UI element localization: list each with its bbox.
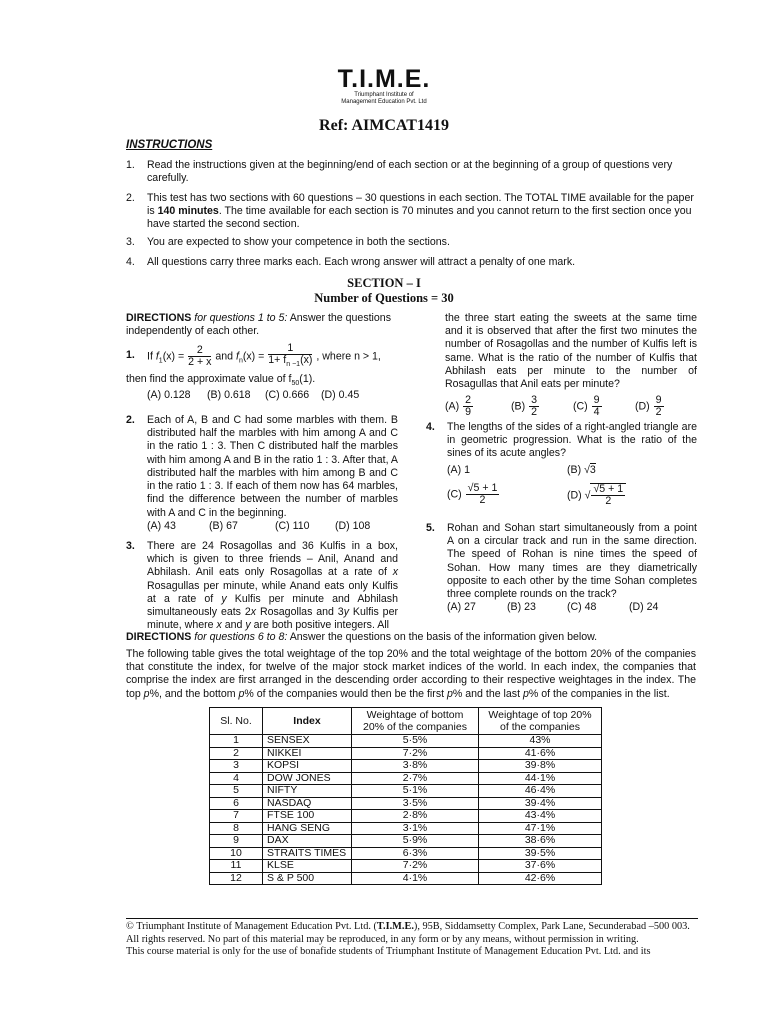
directions-2: DIRECTIONS for questions 6 to 8: Answer the questions on the basis of the information given below. bbox=[126, 631, 598, 643]
instruction-item bbox=[126, 192, 694, 232]
option: (C) $\frac{9}{4}$ bbox=[573, 394, 600, 419]
question-number: 3. bbox=[126, 540, 135, 552]
cell-top-weightage: 42·6% bbox=[479, 872, 602, 885]
cell-index: SENSEX bbox=[263, 735, 352, 748]
table-row bbox=[210, 810, 602, 823]
section-header bbox=[0, 276, 768, 306]
cell-index: DAX bbox=[263, 835, 352, 848]
cell-sl-no: 8 bbox=[210, 822, 263, 835]
cell-bottom-weightage: 5·9% bbox=[352, 835, 479, 848]
answer-options-row-2 bbox=[447, 483, 697, 507]
table-header-row bbox=[210, 708, 602, 735]
option: (B) 23 bbox=[507, 601, 536, 614]
option: (A) 27 bbox=[447, 601, 476, 614]
header-sl-no: Sl. No. bbox=[210, 708, 263, 735]
instruction-number: 1. bbox=[126, 159, 135, 171]
cell-sl-no: 6 bbox=[210, 797, 263, 810]
cell-sl-no: 12 bbox=[210, 872, 263, 885]
table-row bbox=[210, 772, 602, 785]
logo bbox=[0, 66, 768, 106]
cell-bottom-weightage: 4·1% bbox=[352, 872, 479, 885]
option: (A) $\frac{2}{9}$ bbox=[445, 394, 471, 419]
answer-options bbox=[147, 389, 398, 402]
table-row bbox=[210, 872, 602, 885]
cell-top-weightage: 38·6% bbox=[479, 835, 602, 848]
cell-index: KLSE bbox=[263, 860, 352, 873]
question-number: 2. bbox=[126, 414, 135, 426]
option: (A) 43 bbox=[147, 519, 176, 532]
option: (B) $\frac{3}{2}$ bbox=[511, 394, 537, 419]
cell-top-weightage: 43·4% bbox=[479, 810, 602, 823]
reference-title: Ref: AIMCAT1419 bbox=[319, 117, 449, 134]
table-row bbox=[210, 847, 602, 860]
cell-index: S & P 500 bbox=[263, 872, 352, 885]
instruction-item bbox=[126, 256, 694, 269]
instruction-number: 3. bbox=[126, 236, 135, 248]
option: (C) 110 bbox=[275, 519, 310, 532]
instruction-item bbox=[126, 236, 694, 249]
instruction-text: You are expected to show your competence in both the sections. bbox=[147, 236, 450, 248]
cell-top-weightage: 46·4% bbox=[479, 785, 602, 798]
table-row bbox=[210, 797, 602, 810]
table-row bbox=[210, 747, 602, 760]
index-weightage-table bbox=[209, 707, 602, 885]
header-index: Index bbox=[263, 708, 352, 735]
option: (C) 48 bbox=[567, 601, 597, 614]
option: (B) 0.618 bbox=[207, 388, 251, 401]
table-row bbox=[210, 835, 602, 848]
footer-rights: All rights reserved. No part of this material may be reproduced, in any form or by any means, without permission in writing. bbox=[126, 933, 639, 945]
cell-index: HANG SENG bbox=[263, 822, 352, 835]
cell-top-weightage: 44·1% bbox=[479, 772, 602, 785]
instruction-number: 4. bbox=[126, 256, 135, 268]
logo-subtitle-1: Triumphant Institute of bbox=[354, 92, 414, 98]
question-text-cont: then find the approximate value of $f_{50}(1)$. bbox=[126, 373, 316, 388]
section-title: SECTION – I bbox=[347, 276, 421, 290]
cell-index: FTSE 100 bbox=[263, 810, 352, 823]
question-3 bbox=[126, 540, 398, 633]
cell-bottom-weightage: 5·1% bbox=[352, 785, 479, 798]
question-4 bbox=[426, 421, 697, 507]
option: (A) 1 bbox=[447, 463, 470, 476]
question-3-continued bbox=[445, 312, 697, 418]
cell-top-weightage: 47·1% bbox=[479, 822, 602, 835]
cell-bottom-weightage: 5·5% bbox=[352, 735, 479, 748]
cell-top-weightage: 39·8% bbox=[479, 760, 602, 773]
question-text: There are 24 Rosagollas and 36 Kulfis in a box, which is given to three friends – Anil, Anand and Abhilash. Anil eats only Rosagollas at a rate of x Rosagullas per minute, while Anand eats only Kulfis at a rate of y Kulfis per minute and Abhilash simultaneously eats 2x Rosagollas and 3y Kulfis per minute, where x and y are both positive integers. All bbox=[147, 540, 398, 632]
footer-copyright: © Triumphant Institute of Management Education Pvt. Ltd. (T.I.M.E.), 95B, Siddamsetty Complex, Park Lane, Secunderabad –500 003. bbox=[126, 921, 690, 932]
cell-bottom-weightage: 6·3% bbox=[352, 847, 479, 860]
cell-index: KOPSI bbox=[263, 760, 352, 773]
cell-sl-no: 1 bbox=[210, 735, 263, 748]
option: (C) 0.666 bbox=[265, 388, 310, 401]
cell-top-weightage: 37·6% bbox=[479, 860, 602, 873]
answer-options bbox=[445, 395, 697, 418]
question-5 bbox=[426, 522, 697, 615]
logo-subtitle-2: Management Education Pvt. Ltd bbox=[341, 99, 427, 105]
option: (B) 67 bbox=[209, 519, 238, 532]
cell-bottom-weightage: 3·1% bbox=[352, 822, 479, 835]
answer-options-row-1 bbox=[447, 464, 697, 477]
cell-bottom-weightage: 7·2% bbox=[352, 860, 479, 873]
table-row bbox=[210, 785, 602, 798]
question-number: 1. bbox=[126, 349, 135, 361]
cell-sl-no: 4 bbox=[210, 772, 263, 785]
question-number: 5. bbox=[426, 522, 435, 534]
cell-bottom-weightage: 3·8% bbox=[352, 760, 479, 773]
question-text: Rohan and Sohan start simultaneously from a point A on a circular track and run in the same direction. The speed of Rohan is nine times the speed of Sohan. How many times are they diametrically opposite to each other by the time Sohan completes three complete rounds on the track? bbox=[447, 522, 697, 601]
cell-bottom-weightage: 7·2% bbox=[352, 747, 479, 760]
option: (D) 0.45 bbox=[321, 388, 360, 401]
fraction: $\frac{1}{1+ f_{n -1}(x)}$ bbox=[268, 342, 313, 369]
cell-index: DOW JONES bbox=[263, 772, 352, 785]
option: (B) √3 bbox=[567, 463, 596, 476]
instructions-heading: INSTRUCTIONS bbox=[126, 139, 213, 151]
table-row bbox=[210, 860, 602, 873]
question-text: The lengths of the sides of a right-angled triangle are in geometric progression. What is the ratio of the sines of its acute angles? bbox=[447, 421, 697, 460]
fraction: $\frac{2}{2 + x}$ bbox=[188, 344, 212, 369]
cell-sl-no: 3 bbox=[210, 760, 263, 773]
cell-index: NIFTY bbox=[263, 785, 352, 798]
section-subtitle: Number of Questions = 30 bbox=[314, 291, 454, 305]
cell-sl-no: 11 bbox=[210, 860, 263, 873]
answer-options bbox=[447, 601, 697, 614]
cell-sl-no: 9 bbox=[210, 835, 263, 848]
question-text: If $f_1(x)$ = $\frac{2}{2 + x}$ and $f_n(x)$ = $\frac{1}{1+ f_{n -1}(x)}$ , where n > 1, bbox=[147, 342, 381, 369]
cell-bottom-weightage: 3·5% bbox=[352, 797, 479, 810]
table-row bbox=[210, 822, 602, 835]
cell-bottom-weightage: 2·7% bbox=[352, 772, 479, 785]
option: (D) √ $\frac{√5 + 1}{2}$ bbox=[567, 483, 626, 507]
cell-bottom-weightage: 2·8% bbox=[352, 810, 479, 823]
cell-top-weightage: 41·6% bbox=[479, 747, 602, 760]
instruction-text: All questions carry three marks each. Each wrong answer will attract a penalty of one mark. bbox=[147, 256, 576, 268]
table-row bbox=[210, 735, 602, 748]
instruction-number: 2. bbox=[126, 192, 135, 204]
instruction-text: This test has two sections with 60 questions – 30 questions in each section. The TOTAL TIME available for the paper is 140 minutes. The time available for each section is 70 minutes and you cannot return to the first section once you have started the second section. bbox=[147, 192, 694, 231]
question-text: Each of A, B and C had some marbles with them. B distributed half the marbles with him among A and C in the ratio 1 : 3. Then C distributed half the marbles with him among A and B in the ratio 1 : 3. After that, A distributed half the marbles with him among B and C in the ratio 1 : 3. If each of them now has 64 marbles, find the difference between the number of marbles with A and C in the beginning. bbox=[147, 414, 398, 519]
cell-top-weightage: 39·4% bbox=[479, 797, 602, 810]
logo-text: T.I.M.E. bbox=[337, 65, 431, 93]
cell-sl-no: 5 bbox=[210, 785, 263, 798]
cell-index: STRAITS TIMES bbox=[263, 847, 352, 860]
cell-sl-no: 7 bbox=[210, 810, 263, 823]
cell-sl-no: 2 bbox=[210, 747, 263, 760]
cell-sl-no: 10 bbox=[210, 847, 263, 860]
option: (A) 0.128 bbox=[147, 388, 191, 401]
option: (D) 24 bbox=[629, 601, 659, 614]
cell-index: NIKKEI bbox=[263, 747, 352, 760]
time-bold: 140 minutes bbox=[157, 205, 219, 218]
table-row bbox=[210, 760, 602, 773]
directions-1: DIRECTIONS for questions 1 to 5: Answer the questions independently of each other. bbox=[126, 312, 391, 338]
option: (D) 108 bbox=[335, 519, 371, 532]
cell-top-weightage: 43% bbox=[479, 735, 602, 748]
footer-divider bbox=[126, 918, 698, 919]
question-number: 4. bbox=[426, 421, 435, 433]
cell-top-weightage: 39·5% bbox=[479, 847, 602, 860]
cell-index: NASDAQ bbox=[263, 797, 352, 810]
table-description: The following table gives the total weightage of the top 20% and the total weightage of the bottom 20% of the companies that constitute the index, for twelve of the major stock market indices of the world. In each index, the companies that comprise the index are first arranged in the descending order according to their respective weightages in the index. The top p%, and the bottom p% of the companies would then be the first p% and the last p% of the companies in the list. bbox=[126, 648, 696, 700]
answer-options bbox=[147, 520, 398, 533]
option: (D) $\frac{9}{2}$ bbox=[635, 394, 662, 419]
header-bottom-weightage: Weightage of bottom 20% of the companies bbox=[352, 708, 479, 735]
option: (C) $\frac{√5 + 1}{2}$ bbox=[447, 481, 498, 506]
header-top-weightage: Weightage of top 20% of the companies bbox=[479, 708, 602, 735]
question-2 bbox=[126, 414, 398, 533]
question-1 bbox=[126, 343, 398, 402]
instruction-item bbox=[126, 159, 694, 185]
instruction-text: Read the instructions given at the beginning/end of each section or at the beginning of a group of questions very carefully. bbox=[147, 159, 673, 185]
footer-usage: This course material is only for the use of bonafide students of Triumphant Institute of Management Education Pvt. Ltd. and its bbox=[126, 946, 651, 957]
footer bbox=[126, 918, 698, 959]
question-text: the three start eating the sweets at the same time and it is observed that after the first two minutes the number of Rosagollas and the number of Kulfis left is same. What is the ratio of the number of Kulfis that Abhilash eats per minute to the number of Rosagullas that Anil eats per minute? bbox=[445, 312, 697, 391]
